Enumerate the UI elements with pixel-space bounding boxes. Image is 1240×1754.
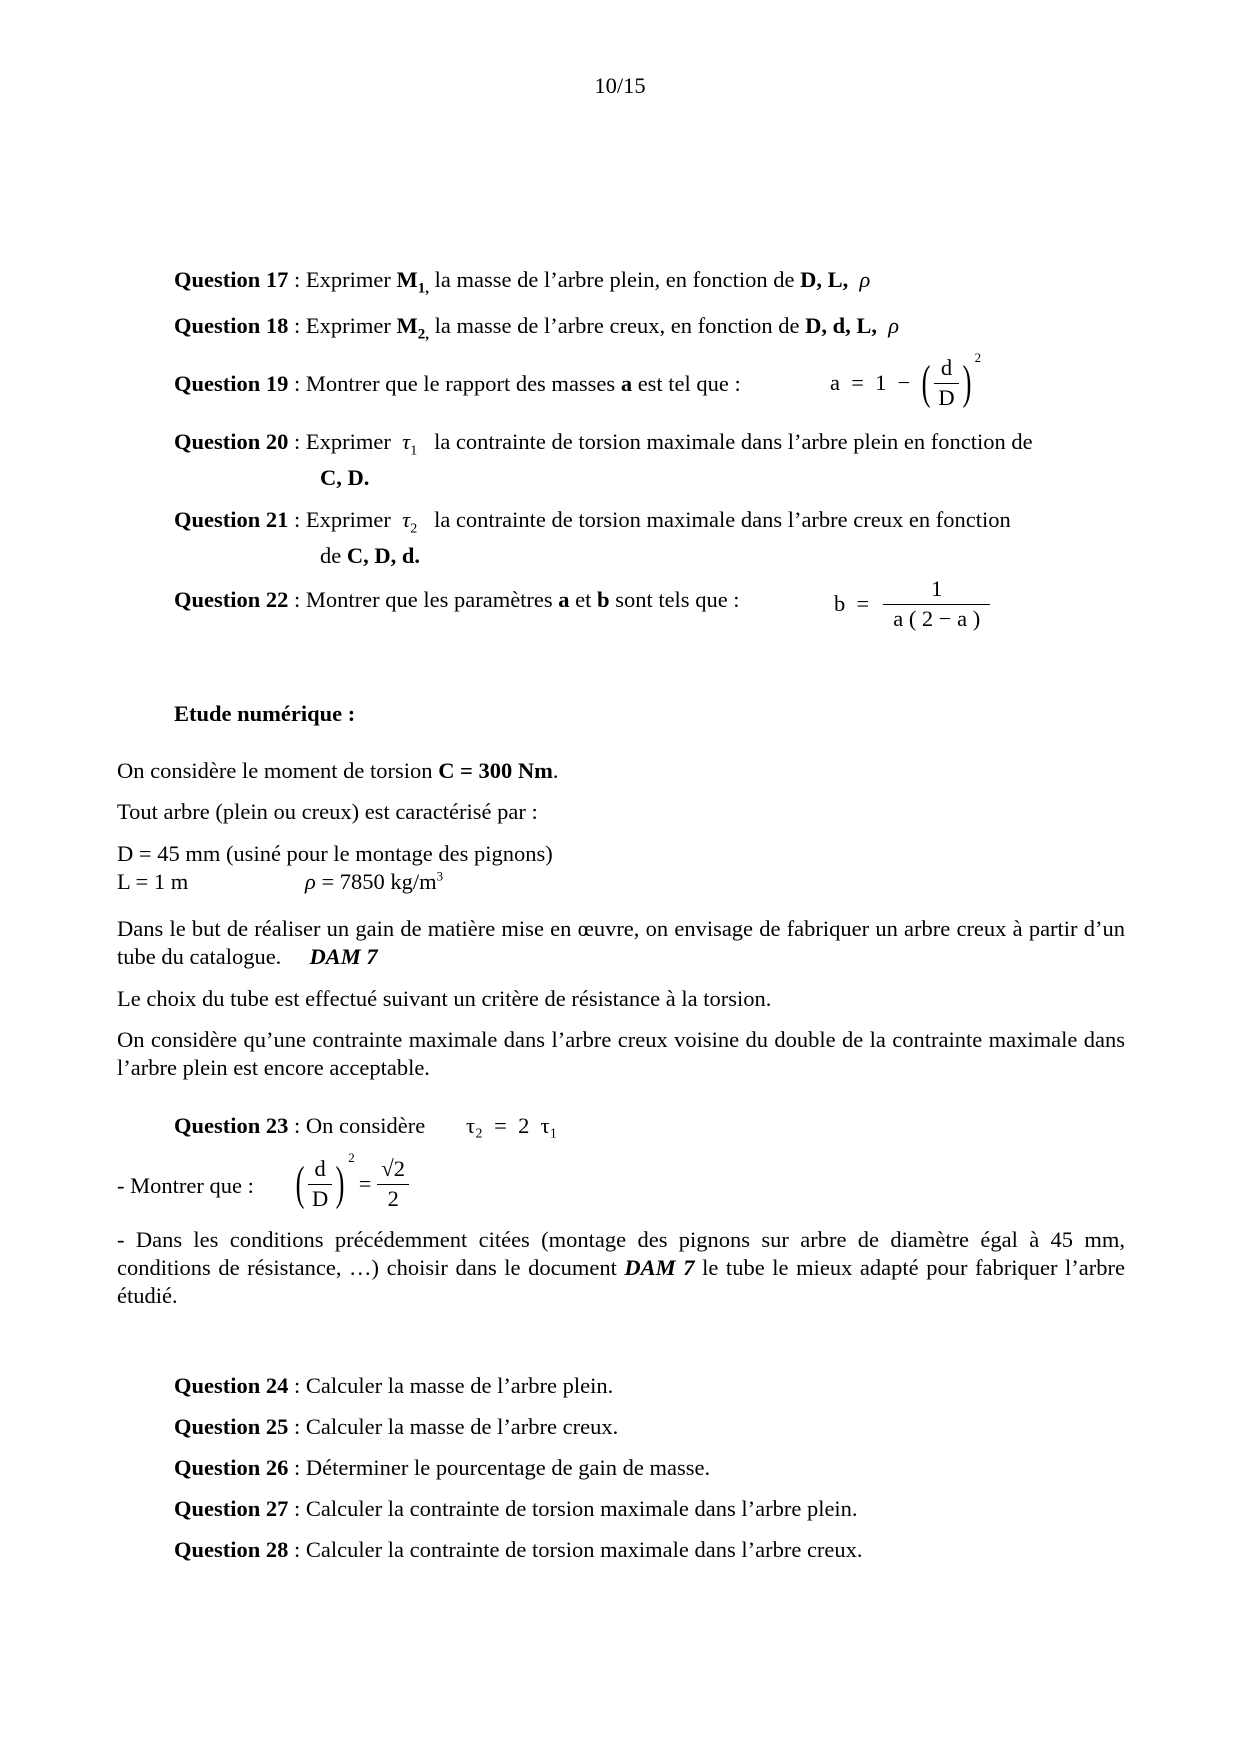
formula-q19 [830,348,981,418]
fraction-numerator: d [940,355,953,381]
question-label: Question 26 [174,1455,289,1480]
question-19 [174,370,741,398]
line-diameter: D = 45 mm (usiné pour le montage des pignons) [117,841,553,866]
exponent: 2 [974,350,982,365]
density-value: = 7850 kg/m [315,869,437,894]
question-label: Question 18 [174,313,289,338]
question-label: Question 24 [174,1373,289,1398]
torque-value: C = 300 Nm [438,758,553,783]
variables: D, d, L, [805,313,877,338]
question-text: : Déterminer le pourcentage de gain de masse. [288,1455,711,1480]
question-22 [174,586,740,614]
tau-sub: 2 [410,521,418,537]
formula-lhs: b = [834,590,870,616]
symbol-a: a [620,371,633,396]
question-label: Question 21 [174,507,289,532]
dam7-reference: DAM 7 [309,944,378,970]
variables: C, D. [320,465,370,490]
fraction-sqrt2-over-2 [377,1155,409,1212]
left-paren: ( [921,356,931,409]
line-length: L = 1 m [117,869,189,894]
fraction-b [883,575,990,632]
para-end: . [552,758,559,783]
symbol-m1: M [396,267,418,292]
paragraph-choix-tube: Le choix du tube est effectué suivant un critère de résistance à la torsion. [117,986,772,1011]
question-17 [174,266,870,298]
line-density [305,868,443,896]
rho-symbol: ρ [305,869,316,894]
fraction-numerator: √2 [381,1156,406,1182]
question-text-rest: la contrainte de torsion maximale dans l’arbre plein en fonction de [428,429,1033,454]
question-20-line2 [320,464,369,492]
question-text: : Exprimer [288,429,397,454]
para-text: On considère le moment de torsion [117,758,439,783]
symbol-sub: 1, [417,280,429,297]
question-21-line2 [320,542,420,570]
question-28 [174,1536,863,1564]
question-26 [174,1454,710,1482]
question-27 [174,1495,858,1523]
fraction-d-over-D [308,1155,332,1212]
question-text: : Calculer la contrainte de torsion maximale dans l’arbre creux. [288,1537,863,1562]
fraction-d-over-D [934,354,958,411]
formula-lhs: a = 1 − [830,369,911,395]
dam7-reference: DAM 7 [624,1255,695,1281]
question-text-2: est tel que : [632,371,741,396]
variables: C, D, d. [346,543,421,568]
formula-q22 [834,568,990,640]
montrer-que: - Montrer que : [117,1173,254,1198]
question-label: Question 25 [174,1414,289,1439]
fraction-denominator: D [308,1184,332,1213]
tau-symbol: τ [402,507,411,532]
formula-q23-ratio [292,1148,409,1220]
question-23 [174,1112,425,1140]
question-21 [174,506,1011,538]
question-text: : Montrer que les paramètres [288,587,559,612]
rho-symbol: ρ [859,267,871,292]
para-text-b: le tube le mieux adapté pour fabriquer l’arbre étudié. [117,1255,1126,1309]
page-number: 10/15 [594,73,646,98]
question-18 [174,312,899,344]
paragraph-gain-matiere [117,915,1125,971]
density-exponent: 3 [436,868,444,884]
symbol-b: b [597,587,610,612]
symbol-a: a [558,587,570,612]
symbol-sub: 2, [417,326,429,343]
paragraph-contrainte: On considère qu’une contrainte maximale dans l’arbre creux voisine du double de la contrainte maximale dans l’arbre plein est encore acceptable. [117,1027,1125,1081]
question-25 [174,1413,618,1441]
rho-symbol: ρ [888,313,900,338]
fraction-denominator: D [934,383,958,412]
question-label: Question 23 [174,1113,289,1138]
fraction-denominator: a ( 2 − a ) [883,604,990,633]
tau-sub: 1 [410,443,418,459]
question-label: Question 20 [174,429,289,454]
para-text-a: - Dans les conditions précédemment citées (montage des pignons sur arbre de diamètre égal à 45 mm, conditions de résistance, …) choisir dans le document [117,1227,1125,1281]
question-label: Question 22 [174,587,289,612]
section-title [174,700,355,728]
left-paren: ( [295,1157,305,1210]
question-20 [174,428,1033,460]
question-label: Question 19 [174,371,289,396]
fraction-numerator: 1 [931,576,943,602]
formula-q23: τ₂ = 2 τ₁ [466,1113,558,1138]
fraction-denominator: 2 [377,1184,409,1213]
variables: D, L, [800,267,849,292]
question-text: : Exprimer [288,507,397,532]
fraction-numerator: d [314,1156,326,1182]
paragraph-torsion-moment [117,757,559,785]
question-text-2: sont tels que : [609,587,740,612]
question-label: Question 28 [174,1537,289,1562]
question-text-rest: la masse de l’arbre creux, en fonction de [429,313,806,338]
symbol-m2: M [396,313,418,338]
question-text: : On considère [288,1113,426,1138]
right-paren: ) [962,356,971,409]
question-text: : Exprimer [288,267,397,292]
question-text-rest: la contrainte de torsion maximale dans l’arbre creux en fonction [428,507,1011,532]
question-text: : Exprimer [288,313,397,338]
question-text: : Montrer que le rapport des masses [288,371,621,396]
question-text: : Calculer la masse de l’arbre creux. [288,1414,619,1439]
question-text: : Calculer la contrainte de torsion maximale dans l’arbre plein. [288,1496,858,1521]
question-24 [174,1372,613,1400]
para-text: Dans le but de réaliser un gain de matière mise en œuvre, on envisage de fabriquer un arbre creux à partir d’un tube du catalogue. [117,916,1125,970]
question-label: Question 27 [174,1496,289,1521]
exponent: 2 [348,1150,355,1165]
paragraph-caracterise: Tout arbre (plein ou creux) est caractérisé par : [117,799,538,824]
section-title-text: Etude numérique : [174,701,356,726]
question-text: : Calculer la masse de l’arbre plein. [288,1373,614,1398]
right-paren: ) [335,1157,345,1210]
equals-sign: = [358,1170,372,1196]
line-prefix: de [320,543,347,568]
paragraph-conditions [117,1226,1125,1310]
question-label: Question 17 [174,267,289,292]
tau-symbol: τ [402,429,411,454]
question-text-rest: la masse de l’arbre plein, en fonction de [429,267,801,292]
conjunction: et [569,587,598,612]
